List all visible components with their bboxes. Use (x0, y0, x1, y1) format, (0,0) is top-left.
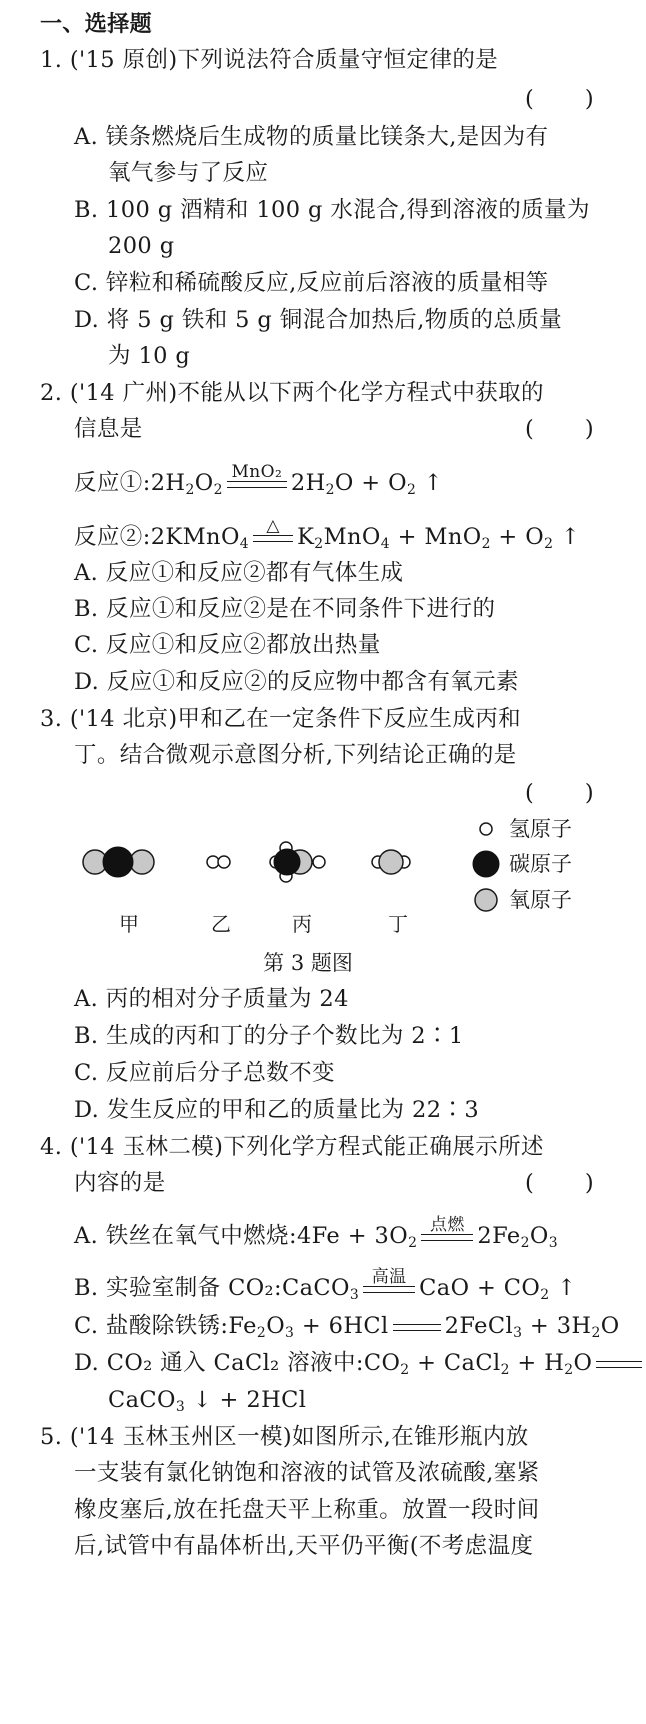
q2-option-c[interactable]: C. 反应①和反应②都放出热量 (74, 632, 381, 658)
reaction-condition: 高温 (363, 1273, 415, 1303)
reaction-2-label: 反应②: (74, 524, 151, 550)
q1-answer-blank[interactable]: ( ) (525, 86, 616, 112)
q3-stem: 3. ('14 北京)甲和乙在一定条件下反应生成丙和 (40, 706, 522, 732)
q1-option-d-cont: 为 10 g (108, 343, 191, 369)
q4-option-d[interactable]: D. CO₂ 通入 CaCl₂ 溶液中$:CO_2$ + CaCl$_2$ + $H_2O$ (74, 1348, 646, 1378)
q1-option-a-cont: 氧气参与了反应 (108, 160, 269, 186)
q4-option-d-label: D. CO₂ 通入 CaCl₂ 溶液中: (74, 1350, 364, 1376)
legend-carbon: 碳原子 (509, 852, 572, 876)
reaction-condition: MnO₂ (227, 468, 287, 498)
q3-option-d[interactable]: D. 发生反应的甲和乙的质量比为 22∶3 (74, 1097, 480, 1123)
q3-answer-blank[interactable]: ( ) (525, 780, 616, 806)
q3-option-a[interactable]: A. 丙的相对分子质量为 24 (74, 986, 349, 1012)
q4-option-a[interactable]: A. 铁丝在氧气中燃烧:4Fe + $3O_2$ 点燃 $2Fe_2O_3$ (74, 1215, 558, 1252)
legend-symbols (473, 823, 499, 911)
molecule-bing (270, 842, 325, 882)
label-ding: 丁 (388, 912, 408, 936)
label-jia: 甲 (119, 912, 139, 936)
q1-stem: 1. ('15 原创)下列说法符合质量守恒定律的是 (40, 47, 499, 73)
q4-stem-cont: 内容的是 (74, 1170, 166, 1196)
label-bing: 丙 (292, 912, 312, 936)
q3-option-c[interactable]: C. 反应前后分子总数不变 (74, 1060, 335, 1086)
q1-option-b-cont: 200 g (108, 233, 175, 259)
figure-caption: 第 3 题图 (263, 951, 353, 975)
q4-option-b-label: B. 实验室制备 CO₂: (74, 1275, 282, 1301)
q2-answer-blank[interactable]: ( ) (525, 416, 616, 442)
reaction-condition: 点燃 (421, 1221, 473, 1251)
reaction-condition: △ (253, 522, 293, 552)
q5-stem-line-2: 一支装有氯化钠饱和溶液的试管及浓硫酸,塞紧 (74, 1460, 540, 1486)
q2-reaction-1: 反应$①:2H_2O_2$ MnO₂ $2H_2O + O_2$ ↑ (74, 462, 444, 499)
q5-stem-line-4: 后,试管中有晶体析出,天平仍平衡(不考虑温度 (74, 1533, 534, 1559)
q4-stem: 4. ('14 玉林二模)下列化学方程式能正确展示所述 (40, 1134, 544, 1160)
q4-option-d-cont: CaCO$_3$ ↓ + 2HCl (108, 1387, 307, 1416)
reaction-1-label: 反应①: (74, 470, 151, 496)
reaction-equals (393, 1311, 441, 1341)
q5-stem-line-1: 5. ('14 玉林玉州区一模)如图所示,在锥形瓶内放 (40, 1424, 529, 1450)
q1-option-a[interactable]: A. 镁条燃烧后生成物的质量比镁条大,是因为有 (74, 124, 549, 150)
q4-answer-blank[interactable]: ( ) (525, 1170, 616, 1196)
reaction-equals (596, 1348, 642, 1378)
q4-option-c[interactable]: C. 盐酸除铁锈$:Fe_2O_3 + 6HCl$ 2FeCl$_3$ + $3H_2O$ (74, 1313, 620, 1342)
q1-option-d[interactable]: D. 将 5 g 铁和 5 g 铜混合加热后,物质的总质量 (74, 307, 563, 333)
q2-option-d[interactable]: D. 反应①和反应②的反应物中都含有氧元素 (74, 669, 519, 695)
q3-option-b[interactable]: B. 生成的丙和丁的分子个数比为 2∶1 (74, 1023, 464, 1049)
section-title: 一、选择题 (40, 12, 153, 37)
q2-stem-cont: 信息是 (74, 416, 143, 442)
legend-hydrogen: 氢原子 (509, 817, 572, 841)
q2-reaction-2: 反应②:2KMnO$_4$ △ $K_2MnO_4 + MnO_2 + O_2$ ↑ (74, 516, 581, 553)
q1-option-b[interactable]: B. 100 g 酒精和 100 g 水混合,得到溶液的质量为 (74, 197, 590, 223)
q4-option-a-label: A. 铁丝在氧气中燃烧: (74, 1223, 297, 1249)
q2-option-a[interactable]: A. 反应①和反应②都有气体生成 (74, 560, 404, 586)
q1-option-c[interactable]: C. 锌粒和稀硫酸反应,反应前后溶液的质量相等 (74, 270, 549, 296)
carbon-atom-symbol (473, 851, 499, 877)
hydrogen-atom-symbol (480, 823, 492, 835)
molecule-ding (372, 850, 410, 874)
label-yi: 乙 (211, 912, 231, 936)
q4-option-c-label: C. 盐酸除铁锈: (74, 1313, 229, 1339)
q5-stem-line-3: 橡皮塞后,放在托盘天平上称重。放置一段时间 (74, 1497, 540, 1523)
legend-oxygen: 氧原子 (509, 888, 572, 912)
q2-option-b[interactable]: B. 反应①和反应②是在不同条件下进行的 (74, 596, 496, 622)
molecule-yi (207, 856, 230, 868)
q2-stem: 2. ('14 广州)不能从以下两个化学方程式中获取的 (40, 380, 544, 406)
molecule-jia (83, 847, 154, 877)
oxygen-atom-symbol (475, 889, 497, 911)
q3-stem-cont: 丁。结合微观示意图分析,下列结论正确的是 (74, 742, 517, 768)
q4-option-b[interactable]: B. 实验室制备 CO₂:CaCO$_3$ 高温 CaO + $CO_2$ ↑ (74, 1267, 577, 1304)
